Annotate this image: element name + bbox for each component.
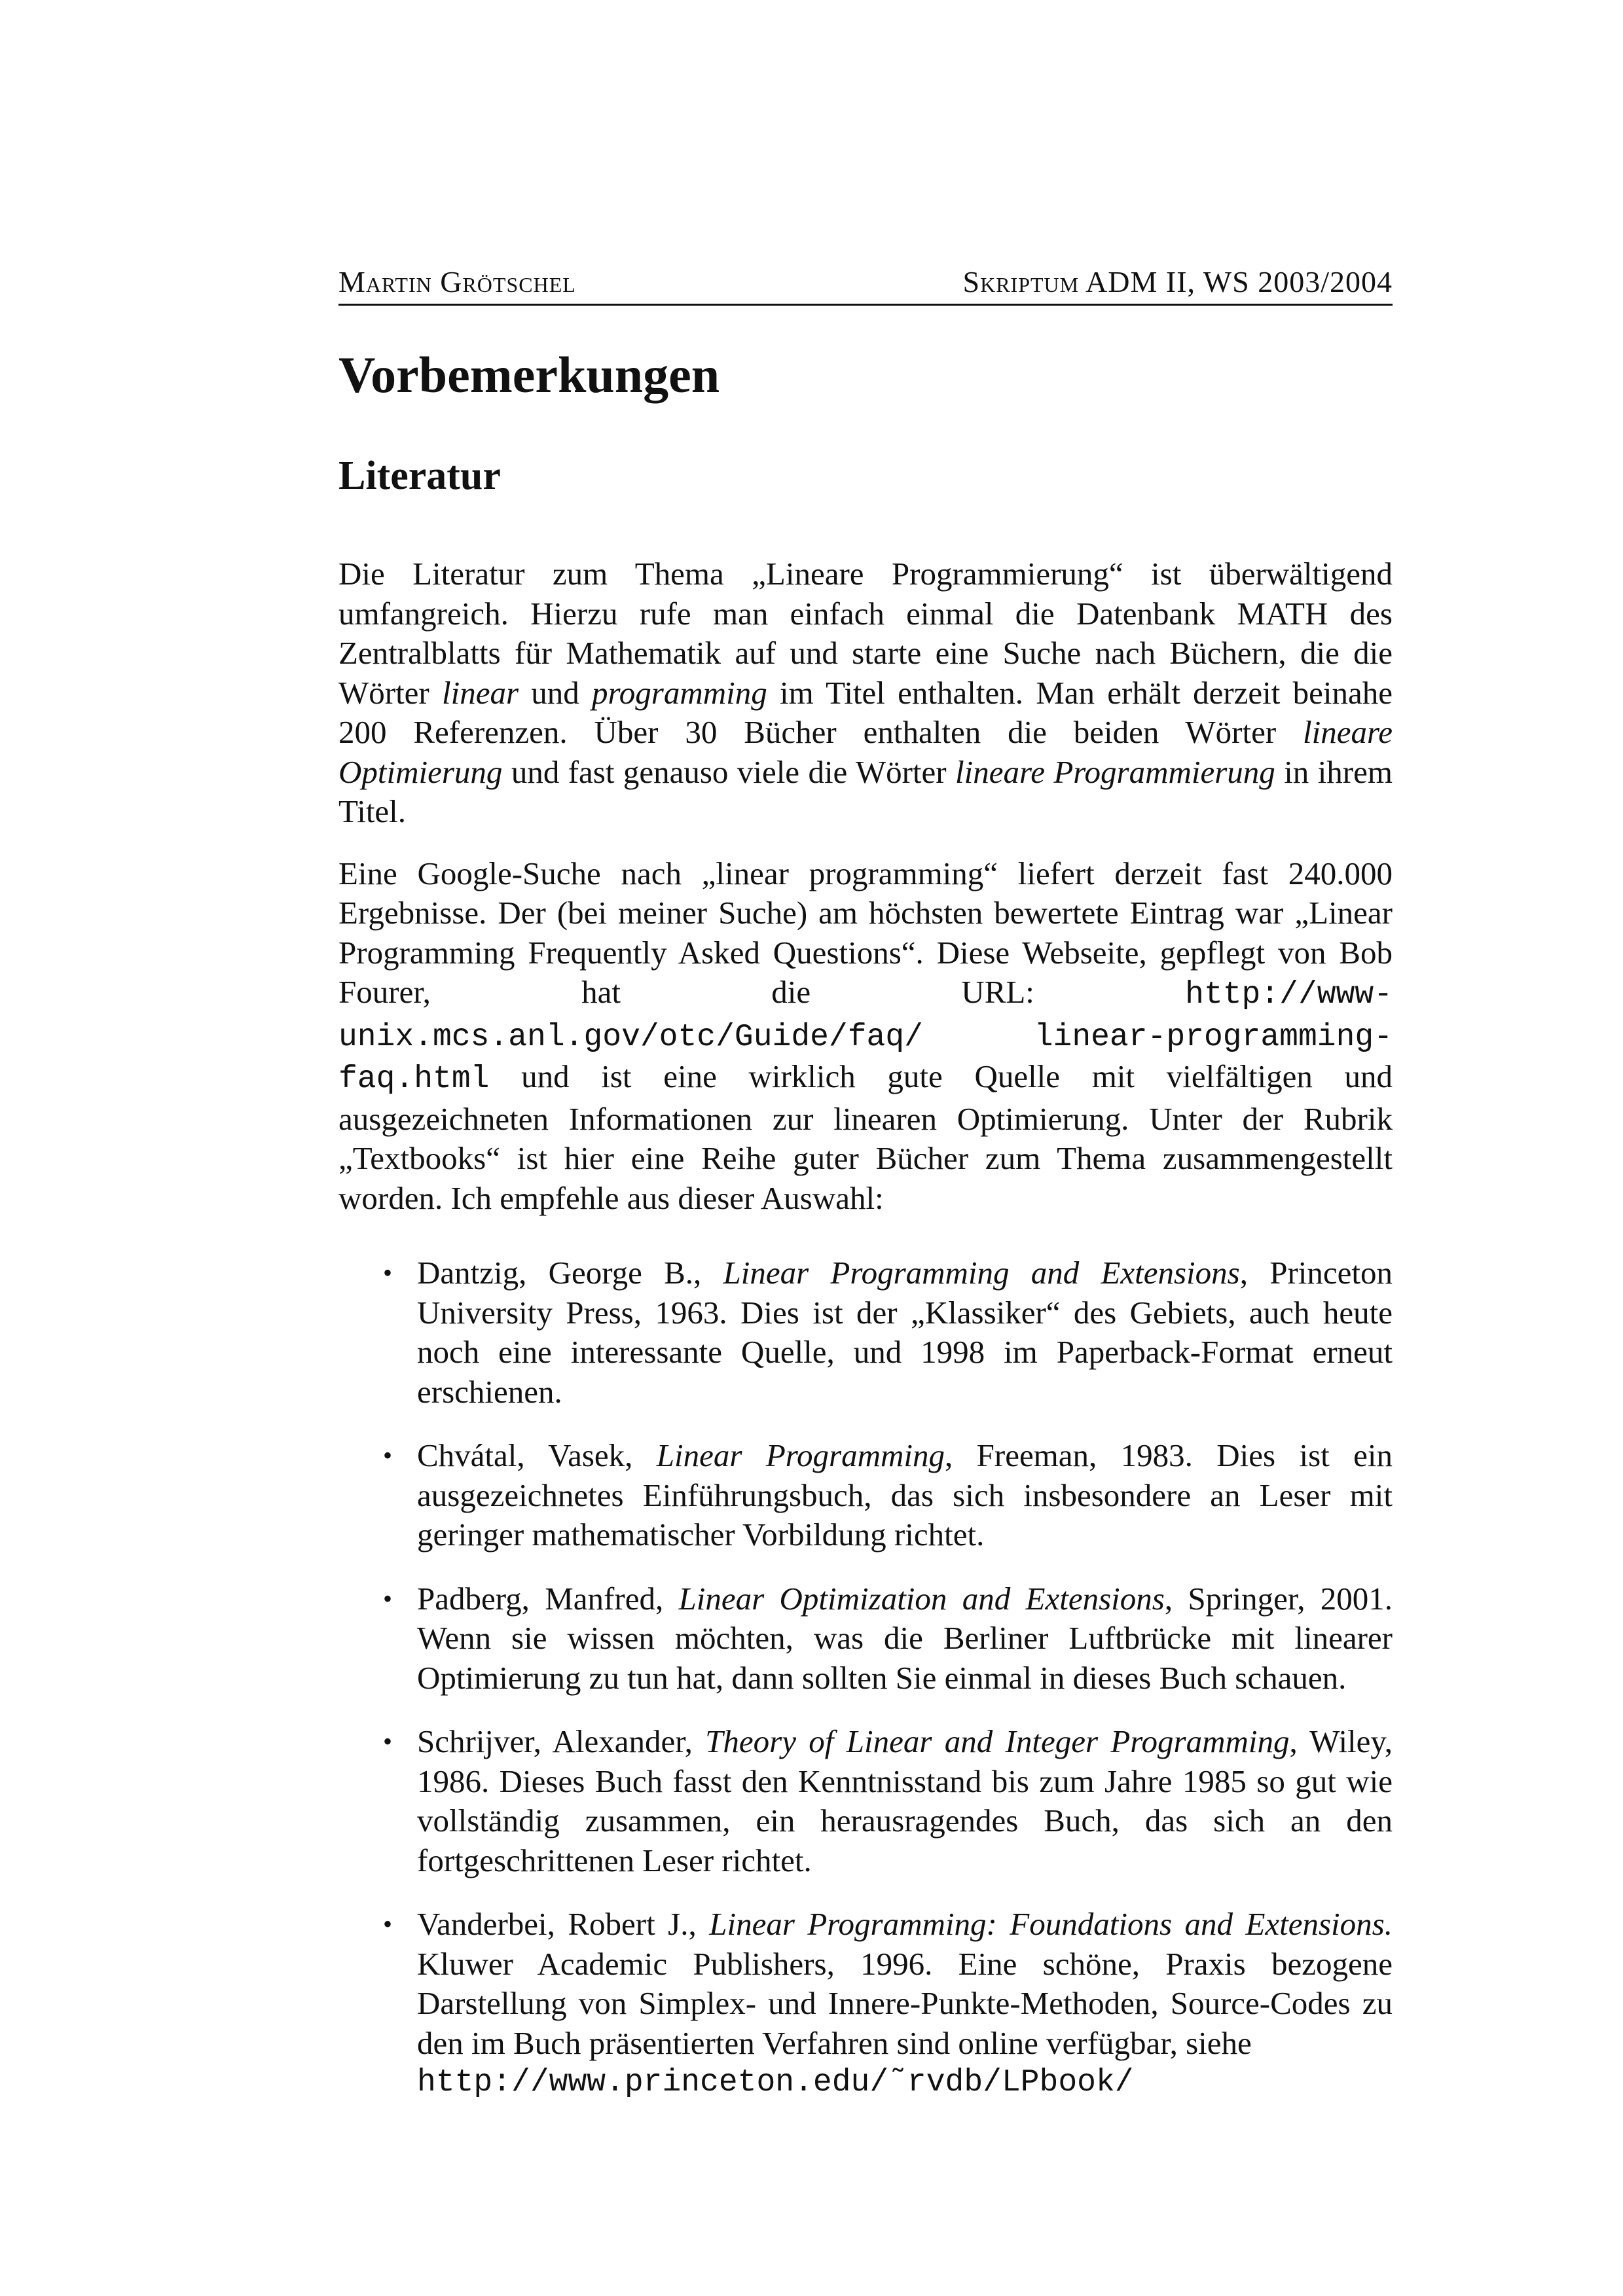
bullet-icon: • [383,1727,393,1756]
emphasis: linear [442,674,519,711]
ref-author: Chvátal, Vasek, [417,1437,657,1473]
ref-details: , Princeton University Press, 1963. Dies ist der „Klassiker“ des Gebiets, auch heute noch eine interessante Quelle, und 1998 im Paperback-Format erneut erschienen. [417,1255,1393,1410]
ref-details: , Freeman, 1983. Dies ist ein ausgezeichnetes Einführungsbuch, das sich insbesondere an Leser mit geringer mathematischer Vorbildung richtet. [417,1437,1393,1552]
ref-author: Padberg, Manfred, [417,1580,679,1617]
text-run: Eine Google-Suche nach „linear programming“ liefert derzeit fast 240.000 Ergebnisse. Der (bei meiner Suche) am höchsten bewertete Eintrag war „Linear Programming Frequently Asked Questions“. Diese Webseite, gepflegt von Bob Fourer, hat die URL: [338,855,1393,1010]
ref-details: , Wiley, 1986. Dieses Buch fasst den Kenntnisstand bis zum Jahre 1985 so gut wie vollständig zusammen, ein herausragendes Buch, das sich an den fortgeschrittenen Leser richtet. [417,1723,1393,1878]
reference-list [338,1253,1393,2103]
paragraph-literature-intro [338,554,1393,832]
bullet-icon: • [383,1909,393,1939]
faq-url-part1[interactable]: http://www-unix.mcs.anl.gov/otc/Guide/faq/ [338,977,1393,1055]
ref-author: Vanderbei, Robert J., [417,1906,710,1942]
bullet-icon: • [383,1441,393,1470]
list-item [338,1722,1393,1880]
bullet-icon: • [383,1258,393,1287]
bullet-icon: • [383,1583,393,1613]
text-run: im Titel enthalten. Man erhält derzeit beinahe 200 Referenzen. Über 30 Bücher enthalten die beiden Wörter [338,674,1393,750]
emphasis: lineare Programmierung [955,753,1275,790]
ref-title: Theory of Linear and Integer Programming [705,1723,1290,1759]
section-title: Literatur [338,454,501,498]
ref-details: Kluwer Academic Publishers, 1996. Eine schöne, Praxis bezogene Darstellung von Simplex- und Innere-Punkte-Methoden, Source-Codes zu den im Buch präsentierten Verfahren sind online verfügbar, siehe [417,1945,1393,2061]
emphasis: programming [592,674,767,711]
list-item [338,1905,1393,2103]
text-run: und ist eine wirklich gute Quelle mit vielfältigen und ausgezeichneten Informationen zur linearen Optimierung. Unter der Rubrik „Textbooks“ ist hier eine Reihe guter Bücher zum Thema zusammengestellt worden. Ich empfehle aus dieser Auswahl: [338,1058,1393,1216]
text-run: in ihrem Titel. [338,753,1393,829]
paragraph-google-search [338,854,1393,1219]
ref-title: Linear Programming: Foundations and Extensions. [709,1906,1393,1942]
text-run: und fast genauso viele die Wörter [502,753,955,790]
text-run: Die Literatur zum Thema „Lineare Programmierung“ ist überwältigend umfangreich. Hierzu rufe man einfach einmal die Datenbank MATH des Zentralblatts für Mathematik auf und starte eine Suche nach Büchern, die die Wörter [338,556,1393,711]
faq-url-part2[interactable]: linear-programming-faq.html [338,1019,1393,1097]
emphasis: lineare Optimierung [338,714,1393,790]
ref-title: Linear Optimization and Extensions [678,1580,1165,1617]
list-item [338,1253,1393,1412]
ref-details: , Springer, 2001. Wenn sie wissen möchten, was die Berliner Luftbrücke mit linearer Optimierung zu tun hat, dann sollten Sie einmal in dieses Buch schauen. [417,1580,1393,1696]
ref-author: Dantzig, George B., [417,1255,723,1291]
ref-title: Linear Programming [656,1437,945,1473]
page [338,262,1393,2127]
chapter-title: Vorbemerkungen [338,346,720,403]
header-course: Skriptum ADM II, WS 2003/2004 [962,265,1393,298]
ref-title: Linear Programming and Extensions [723,1255,1240,1291]
lpbook-url[interactable]: http://www.princeton.edu/˜rvdb/LPbook/ [417,2065,1134,2100]
list-item [338,1436,1393,1555]
text-run: und [519,674,593,711]
header-author: Martin Grötschel [338,265,576,298]
list-item [338,1579,1393,1698]
running-header [338,262,1393,306]
ref-author: Schrijver, Alexander, [417,1723,706,1759]
